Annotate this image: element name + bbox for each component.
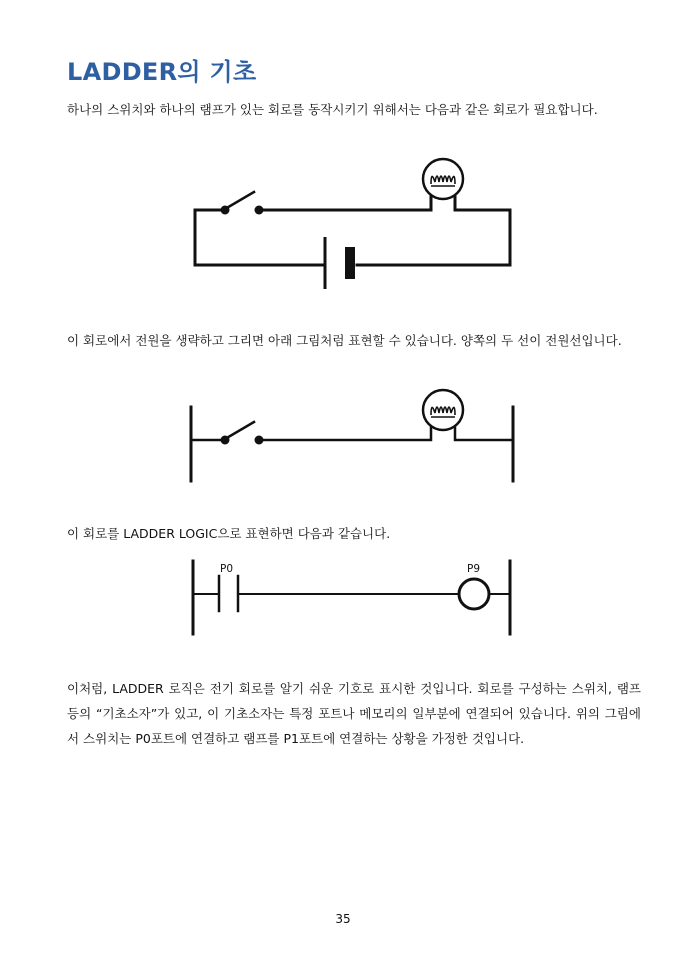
paragraph-ladder-intro: 이 회로를 LADDER LOGIC으로 표현하면 다음과 같습니다. [67,526,391,541]
coil-icon [459,579,489,609]
battery-short-plate [345,247,355,279]
contact-label: P0 [220,563,234,575]
switch-contact-left [221,206,230,215]
lamp-icon [423,390,463,430]
page-title: LADDER의 기초 [67,58,257,86]
coil-label: P9 [467,563,481,575]
switch-contact-right [255,206,264,215]
switch-contact-right [255,436,264,445]
circuit-diagram-power-rails [185,385,525,485]
circuit-diagram-with-battery [185,152,525,297]
paragraph-power-omitted: 이 회로에서 전원을 생략하고 그리면 아래 그림처럼 표현할 수 있습니다. 양쪽의 두 선이 전원선입니다. [67,333,622,348]
paragraph-summary: 이처럼, LADDER 로직은 전기 회로를 알기 쉬운 기호로 표시한 것입니다. 회로를 구성하는 스위치, 램프 등의 “기초소자”가 있고, 이 기초소자는 특정 포트나 메모리의 일부분에 연결되어 있습니다. 위의 그림에서 스위치는 P0포트에 연결하고 램프를 P1포트에 연결하는 상황을 가정한 것입니다. [67,681,641,746]
page-number: 35 [335,912,351,926]
paragraph-intro: 하나의 스위치와 하나의 램프가 있는 회로를 동작시키기 위해서는 다음과 같은 회로가 필요합니다. [67,102,598,117]
lamp-icon [423,159,463,199]
ladder-logic-diagram [185,556,525,641]
switch-contact-left [221,436,230,445]
switch-lever [225,422,254,439]
switch-lever [225,192,254,209]
